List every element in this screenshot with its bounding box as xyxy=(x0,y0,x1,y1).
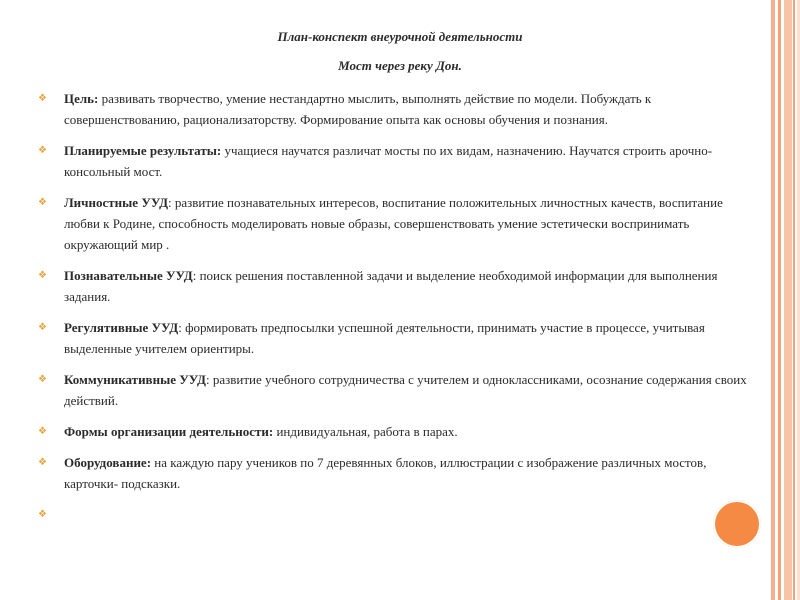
diamond-bullet-icon: ❖ xyxy=(38,426,47,437)
diamond-bullet-icon: ❖ xyxy=(38,457,47,468)
decorative-stripe xyxy=(784,0,792,600)
diamond-bullet-icon: ❖ xyxy=(38,322,47,333)
item-label: Личностные УУД xyxy=(64,195,169,210)
item-text: : развитие познавательных интересов, воспитание положительных личностных качеств, воспитание любви к Родине, способность моделировать новые образы, совершенствовать умение эстетически воспринимать окружающий мир . xyxy=(64,195,723,252)
list-item-communicative-uud xyxy=(38,369,758,411)
item-label: Цель: xyxy=(64,91,99,106)
diamond-bullet-icon: ❖ xyxy=(38,509,47,520)
decorative-circle xyxy=(713,500,761,548)
item-text: учащиеся научатся различат мосты по их видам, назначению. Научатся строить арочно-консольный мост. xyxy=(64,143,713,179)
diamond-bullet-icon: ❖ xyxy=(38,145,47,156)
diamond-bullet-icon: ❖ xyxy=(38,93,47,104)
list-item-empty xyxy=(38,504,758,525)
item-text: : поиск решения поставленной задачи и выделение необходимой информации для выполнения задания. xyxy=(64,268,718,304)
decorative-stripe xyxy=(771,0,775,600)
list-item-equipment xyxy=(38,452,758,494)
document-title: План-конспект внеурочной деятельности xyxy=(277,29,523,44)
item-label: Познавательные УУД xyxy=(64,268,193,283)
item-text: : формировать предпосылки успешной деятельности, принимать участие в процессе, учитывая выделенные учителем ориентиры. xyxy=(64,320,705,356)
document-subtitle: Мост через реку Дон. xyxy=(338,58,462,73)
content-list xyxy=(38,88,758,535)
item-text: индивидуальная, работа в парах. xyxy=(273,424,458,439)
diamond-bullet-icon: ❖ xyxy=(38,197,47,208)
decorative-stripe xyxy=(793,0,795,600)
decorative-stripe xyxy=(778,0,781,600)
item-text: : развитие учебного сотрудничества с учителем и одноклассниками, осознание содержания своих действий. xyxy=(64,372,747,408)
item-label: Формы организации деятельности: xyxy=(64,424,274,439)
item-label: Регулятивные УУД xyxy=(64,320,179,335)
list-item-goal xyxy=(38,88,758,130)
list-item-forms xyxy=(38,421,758,442)
diamond-bullet-icon: ❖ xyxy=(38,270,47,281)
diamond-bullet-icon: ❖ xyxy=(38,374,47,385)
list-item-cognitive-uud xyxy=(38,265,758,307)
list-item-results xyxy=(38,140,758,182)
list-item-personal-uud xyxy=(38,192,758,255)
item-label: Планируемые результаты: xyxy=(64,143,222,158)
item-text: на каждую пару учеников по 7 деревянных блоков, иллюстрации с изображение различных мостов, карточки- подсказки. xyxy=(64,455,707,491)
item-label: Оборудование: xyxy=(64,455,152,470)
item-label: Коммуникативные УУД xyxy=(64,372,206,387)
list-item-regulatory-uud xyxy=(38,317,758,359)
item-text: развивать творчество, умение нестандартно мыслить, выполнять действие по модели. Побуждать к совершенствованию, рационализаторству. Формирование опыта как основы обучения и познания. xyxy=(64,91,652,127)
